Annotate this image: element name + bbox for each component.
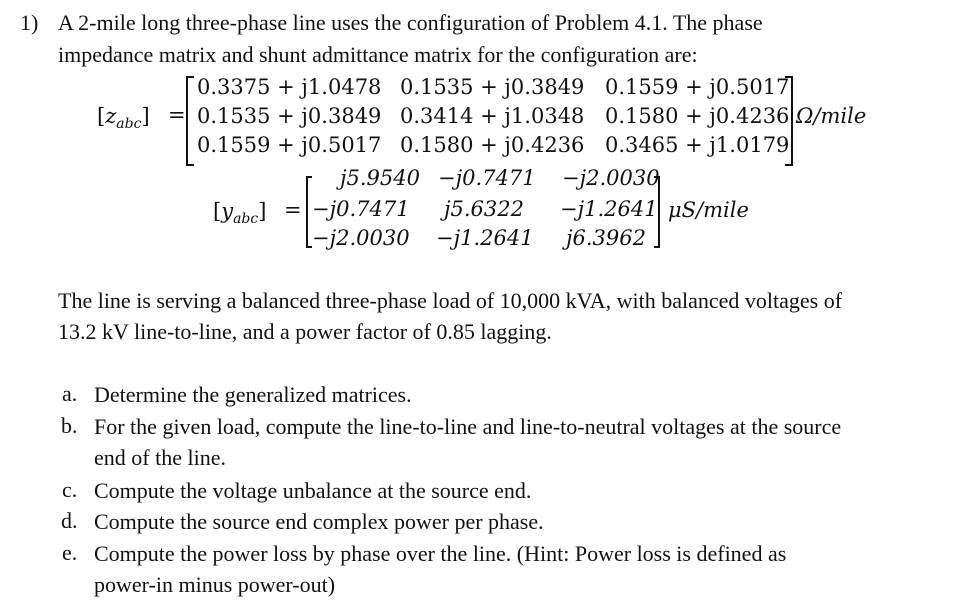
z-cell-2-2: 0.3414 + j1.0348	[400, 104, 585, 128]
y-matrix-equals: =	[284, 198, 302, 222]
question-e-text-1: Compute the power loss by phase over the line. (Hint: Power loss is defined as	[94, 541, 787, 566]
z-label-open: [	[97, 104, 106, 128]
z-matrix-label	[97, 104, 150, 132]
question-c-text: Compute the voltage unbalance at the source end.	[94, 478, 532, 503]
z-label-var: z	[105, 104, 117, 128]
y-label-close: ]	[258, 199, 267, 223]
question-a-text: Determine the generalized matrices.	[94, 382, 412, 407]
y-matrix-unit: μS/mile	[668, 198, 749, 222]
z-cell-1-2: 0.1535 + j0.3849	[400, 75, 585, 99]
question-b-text-1: For the given load, compute the line-to-line and line-to-neutral voltages at the source	[94, 414, 842, 439]
question-e-text-2: power-in minus power-out)	[94, 572, 336, 597]
z-cell-3-1: 0.1559 + j0.5017	[197, 133, 382, 157]
z-cell-3-2: 0.1580 + j0.4236	[400, 133, 585, 157]
question-b-letter: b.	[61, 413, 78, 438]
question-a-letter: a.	[62, 381, 78, 406]
load-text-line-2: 13.2 kV line-to-line, and a power factor of 0.85 lagging.	[58, 319, 552, 344]
problem-number: 1)	[20, 10, 39, 35]
z-cell-2-3: 0.1580 + j0.4236	[605, 104, 790, 128]
y-cell-1-1: j5.9540	[340, 166, 420, 190]
load-text-line-1: The line is serving a balanced three-phase load of 10,000 kVA, with balanced voltages of	[58, 288, 843, 313]
y-cell-3-3: j6.3962	[566, 226, 646, 250]
y-cell-2-2: j5.6322	[444, 197, 524, 221]
z-label-close: ]	[141, 104, 150, 128]
y-cell-1-3: −j2.0030	[562, 166, 660, 190]
y-cell-2-3: −j1.2641	[560, 197, 658, 221]
y-label-var: y	[221, 199, 234, 223]
question-d-text: Compute the source end complex power per phase.	[94, 509, 544, 534]
z-cell-1-3: 0.1559 + j0.5017	[605, 75, 790, 99]
question-b-text-2: end of the line.	[94, 445, 226, 470]
question-d-letter: d.	[61, 508, 78, 533]
y-cell-3-2: −j1.2641	[436, 226, 534, 250]
question-e-letter: e.	[62, 540, 78, 565]
y-matrix-label	[213, 199, 267, 227]
z-cell-3-3: 0.3465 + j1.0179	[605, 133, 790, 157]
y-matrix-left-top-tick	[306, 176, 312, 178]
z-matrix-unit: Ω/mile	[796, 104, 867, 128]
y-cell-3-1: −j2.0030	[312, 226, 410, 250]
question-c-letter: c.	[62, 477, 78, 502]
y-matrix-left-bracket	[306, 176, 308, 248]
z-label-sub: abc	[116, 116, 142, 132]
y-label-sub: abc	[233, 211, 259, 227]
y-matrix-right-bottom-tick	[654, 246, 660, 248]
problem-intro-line-1: A 2-mile long three-phase line uses the configuration of Problem 4.1. The phase	[58, 10, 763, 35]
z-matrix-left-bracket	[186, 76, 194, 166]
y-label-open: [	[213, 199, 222, 223]
y-cell-1-2: −j0.7471	[438, 166, 536, 190]
y-cell-2-1: −j0.7471	[312, 197, 410, 221]
z-matrix-equals: =	[168, 103, 186, 127]
z-cell-2-1: 0.1535 + j0.3849	[197, 104, 382, 128]
z-cell-1-1: 0.3375 + j1.0478	[197, 75, 382, 99]
problem-intro-line-2: impedance matrix and shunt admittance matrix for the configuration are:	[58, 42, 698, 67]
